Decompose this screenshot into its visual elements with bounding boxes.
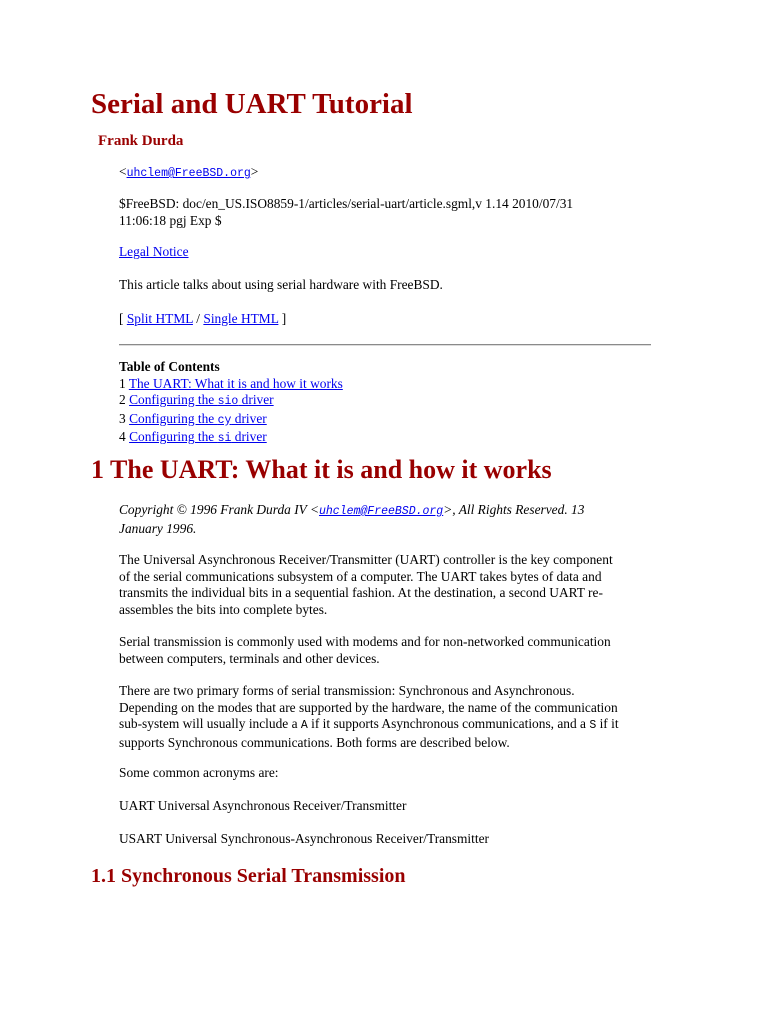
legal-notice-link[interactable]: Legal Notice <box>119 244 189 259</box>
toc-heading: Table of Contents <box>119 359 220 374</box>
copyright-email-link[interactable]: uhclem@FreeBSD.org <box>318 505 444 518</box>
divider <box>119 344 651 346</box>
toc-link-uart[interactable]: The UART: What it is and how it works <box>128 375 343 391</box>
transmission-forms-paragraph: There are two primary forms of serial transmission: Synchronous and Asynchronous. Depending on the modes that are supported by the hardware, the name of the communication sub-system will usually include a A if it supports Asynchronous communications, and a S if it supports Synchronous communications. Both forms are described below. <box>119 683 619 750</box>
acronyms-intro: Some common acronyms are: <box>119 765 279 780</box>
toc-link-si[interactable]: Configuring the si driver <box>129 429 267 446</box>
code-s: S <box>589 719 597 733</box>
format-links: [ Split HTML / Single HTML ] <box>119 311 287 326</box>
serial-usage-paragraph: Serial transmission is commonly used with modems and for non-networked communication between computers, terminals and other devices. <box>119 634 611 666</box>
code-a: A <box>300 719 308 733</box>
toc-item: 2 Configuring the sio driver <box>119 392 274 409</box>
toc-item: 3 Configuring the cy driver <box>119 410 267 427</box>
toc-link-sio[interactable]: Configuring the sio driver <box>129 392 274 409</box>
article-title: Serial and UART Tutorial <box>91 88 413 120</box>
table-of-contents <box>119 359 343 448</box>
toc-item: 4 Configuring the si driver <box>119 429 267 446</box>
abstract: This article talks about using serial hardware with FreeBSD. <box>119 277 443 292</box>
author-email: <uhclem@FreeBSD.org> <box>119 164 259 180</box>
acronym-uart: UART Universal Asynchronous Receiver/Transmitter <box>119 798 407 813</box>
author-email-link[interactable]: uhclem@FreeBSD.org <box>126 167 251 180</box>
split-html-link[interactable]: Split HTML <box>126 311 193 326</box>
legal-notice <box>119 244 189 261</box>
uart-description-paragraph: The Universal Asynchronous Receiver/Transmitter (UART) controller is the key component of the serial communications subsystem of a computer. The UART takes bytes of data and transmits the individual bits in a sequential fashion. At the destination, a second UART re- assembles the bits into complete bytes. <box>119 552 613 617</box>
author-name: Frank Durda <box>98 133 184 149</box>
toc-link-cy[interactable]: Configuring the cy driver <box>129 410 267 427</box>
revision-info: $FreeBSD: doc/en_US.ISO8859-1/articles/serial-uart/article.sgml,v 1.14 2010/07/31 11:06:18 pgj Exp $ <box>119 196 574 228</box>
subsection-heading-synchronous: 1.1 Synchronous Serial Transmission <box>91 865 406 887</box>
copyright-notice: Copyright © 1996 Frank Durda IV <uhclem@FreeBSD.org>, All Rights Reserved. 13 January 1996. <box>119 502 585 536</box>
single-html-link[interactable]: Single HTML <box>203 311 279 326</box>
section-heading-uart: 1 The UART: What it is and how it works <box>91 455 552 484</box>
acronym-usart: USART Universal Synchronous-Asynchronous Receiver/Transmitter <box>119 831 490 846</box>
toc-item: 1 The UART: What it is and how it works <box>119 375 343 391</box>
